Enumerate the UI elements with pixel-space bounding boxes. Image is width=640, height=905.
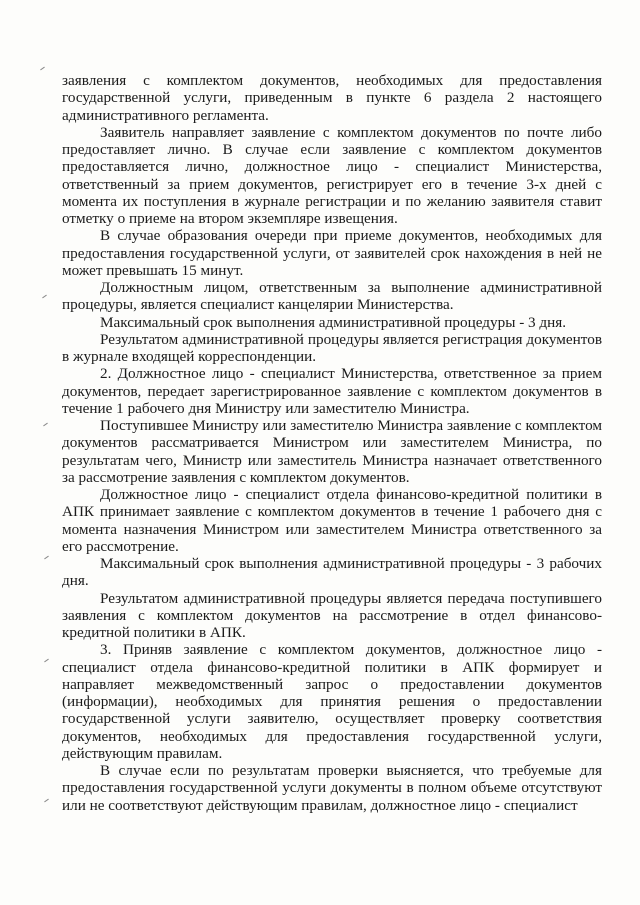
paragraph: заявления с комплектом документов, необходимых для предоставления государственной услуги, приведенным в пункте 6 раздела 2 настоящего административного регламента.: [62, 72, 602, 124]
paragraph: Поступившее Министру или заместителю Министра заявление с комплектом документов рассматривается Министром или заместителем Министра, по результатам чего, Министр или заместитель Министра назначает ответственного за рассмотрение заявления с комплектом документов.: [62, 417, 602, 486]
paragraph: Должностным лицом, ответственным за выполнение административной процедуры, является специалист канцелярии Министерства.: [62, 279, 602, 314]
scan-mark: [44, 659, 49, 663]
paragraph: 3. Приняв заявление с комплектом документов, должностное лицо - специалист отдела финансово-кредитной политики в АПК формирует и направляет межведомственный запрос о предоставлении документов (информации), необходимых для принятия решения о предоставлении государственной услуги заявителю, осуществляет проверку соответствия документов, необходимых для предоставления государственной услуги, действующим правилам.: [62, 641, 602, 762]
paragraph: В случае если по результатам проверки выясняется, что требуемые для предоставления государственной услуги документы в полном объеме отсутствуют или не соответствуют действующим правилам, должностное лицо - специалист: [62, 762, 602, 814]
paragraph: Максимальный срок выполнения административной процедуры - 3 рабочих дня.: [62, 555, 602, 590]
scan-mark: [44, 556, 49, 560]
paragraph: Должностное лицо - специалист отдела финансово-кредитной политики в АПК принимает заявление с комплектом документов в течение 1 рабочего дня с момента назначения Министром или заместителем Министра ответственного за его рассмотрение.: [62, 486, 602, 555]
paragraph: 2. Должностное лицо - специалист Министерства, ответственное за прием документов, передает зарегистрированное заявление с комплектом документов в течение 1 рабочего дня Министру или заместителю Министра.: [62, 365, 602, 417]
paragraph: В случае образования очереди при приеме документов, необходимых для предоставления государственной услуги, от заявителей срок нахождения в ней не может превышать 15 минут.: [62, 227, 602, 279]
scan-mark: [40, 67, 45, 71]
paragraph: Заявитель направляет заявление с комплектом документов по почте либо предоставляет лично. В случае если заявление с комплектом документов предоставляется лично, должностное лицо - специалист Министерства, ответственный за прием документов, регистрирует его в течение 3-х дней с момента их поступления в журнале регистрации и по желанию заявителя ставит отметку о приеме на втором экземпляре извещения.: [62, 123, 602, 227]
scan-mark: [43, 423, 48, 427]
document-body: [62, 72, 602, 814]
scan-mark: [44, 799, 49, 803]
scan-mark: [42, 295, 47, 299]
paragraph: Результатом административной процедуры является регистрация документов в журнале входящей корреспонденции.: [62, 330, 602, 365]
paragraph: Результатом административной процедуры является передача поступившего заявления с комплектом документов на рассмотрение в отдел финансово-кредитной политики в АПК.: [62, 589, 602, 641]
paragraph: Максимальный срок выполнения административной процедуры - 3 дня.: [100, 313, 567, 331]
